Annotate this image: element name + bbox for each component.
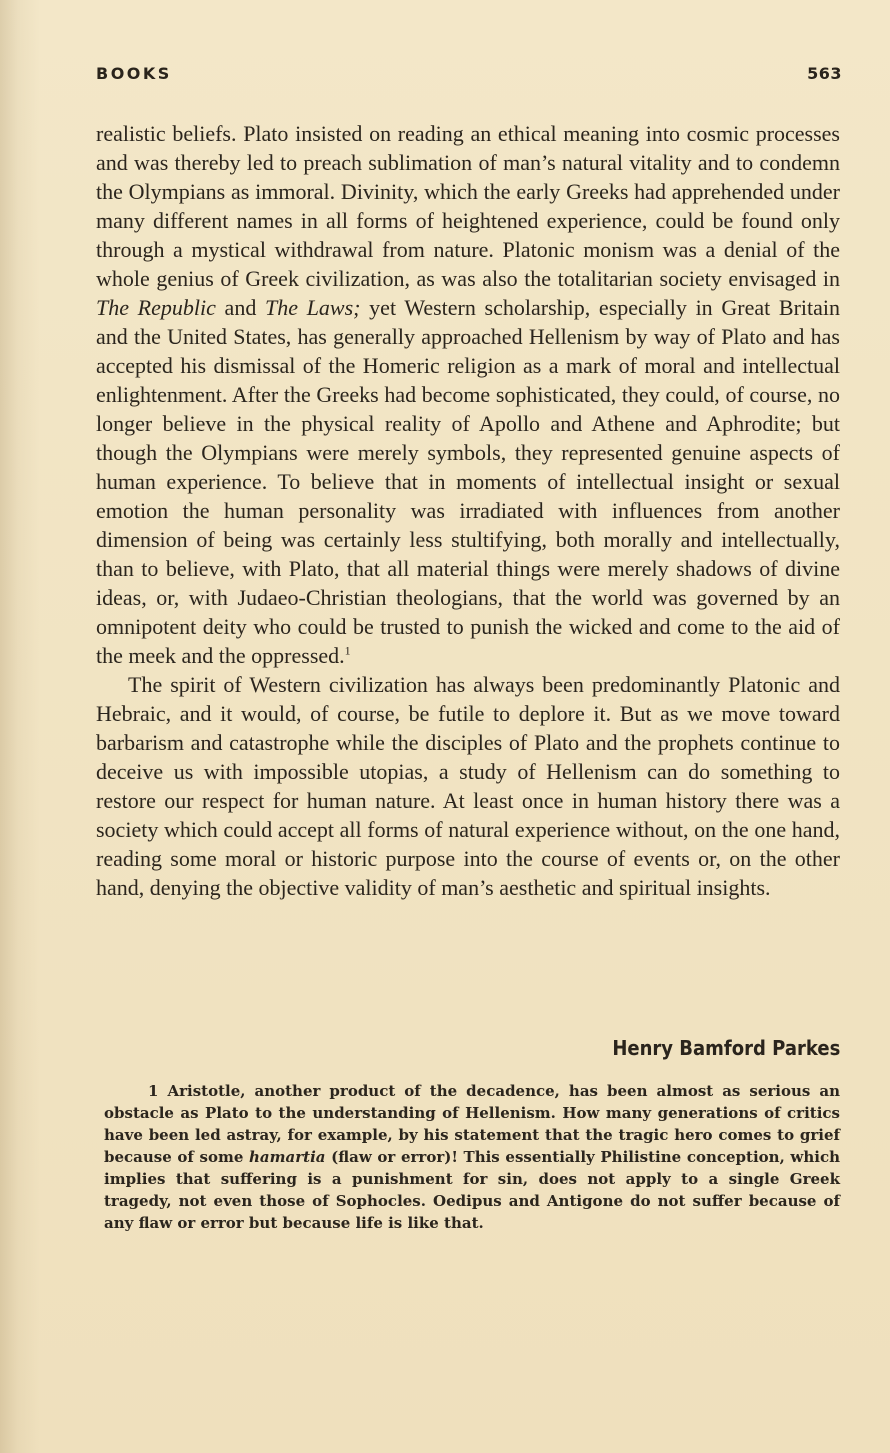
author-signature: Henry Bamford Parkes	[612, 1036, 840, 1060]
page-number: 563	[807, 64, 842, 83]
running-head	[96, 64, 842, 92]
footnote-text-b: (flaw or error)! This essentially Philistine conception, which implies that suffering is a punishment for sin, does not apply to a single Greek tragedy, not even those of Sophocles. Oedipus and Antigone do not suffer because of any flaw or error but because life is like that.	[104, 1148, 840, 1232]
footnote	[104, 1080, 840, 1234]
book-title-laws: The Laws;	[265, 295, 361, 320]
paragraph-1	[96, 119, 840, 670]
paragraph-1-text-b: yet Western scholarship, especially in Great Britain and the United States, has generally approached Hellenism by way of Plato and has accepted his dismissal of the Homeric religion as a mark of moral and intellectual enlightenment. After the Greeks had become sophisticated, they could, of course, no longer believe in the physical reality of Apollo and Athene and Aphrodite; but though the Olympians were merely symbols, they represented genuine aspects of human experience. To believe that in moments of intellectual insight or sexual emotion the human personality was irradiated with influences from another dimension of being was certainly less stultifying, both morally and intellectually, than to believe, with Plato, that all material things were merely shadows of divine ideas, or, with Judaeo-Christian theologians, that the world was governed by an omnipotent deity who could be trusted to punish the wicked and come to the aid of the meek and the oppressed.	[96, 295, 841, 668]
paragraph-2: The spirit of Western civilization has always been predominantly Platonic and Hebraic, and it would, of course, be futile to deplore it. But as we move toward barbarism and catastrophe while the disciples of Plato and the prophets continue to deceive us with impossible utopias, a study of Hellenism can do something to restore our respect for human nature. At least once in human history there was a society which could accept all forms of natural experience without, on the one hand, reading some moral or historic purpose into the course of events or, on the other hand, denying the objective validity of man’s aesthetic and spiritual insights.	[96, 672, 840, 900]
footnote-term: hamartia	[249, 1148, 326, 1166]
footnote-reference: 1	[344, 643, 351, 658]
article-body	[96, 119, 840, 902]
paragraph-1-conjunction: and	[215, 295, 266, 320]
footnote-text-a: 1 Aristotle, another product of the decadence, has been almost as serious an obstacle as Plato to the understanding of Hellenism. How many generations of critics have been led astray, for example, by his statement that the tragic hero comes to grief because of some	[104, 1082, 840, 1166]
section-name: BOOKS	[96, 64, 172, 83]
footnote-text	[104, 1080, 840, 1234]
book-title-republic: The Republic	[96, 295, 216, 320]
paragraph-1-text-a: realistic beliefs. Plato insisted on reading an ethical meaning into cosmic processes and was thereby led to preach sublimation of man’s natural vitality and to condemn the Olympians as immoral. Divinity, which the early Greeks had apprehended under many different names in all forms of heightened experience, could be found only through a mystical withdrawal from nature. Platonic monism was a denial of the whole genius of Greek civilization, as was also the totalitarian society envisaged in	[96, 121, 840, 291]
